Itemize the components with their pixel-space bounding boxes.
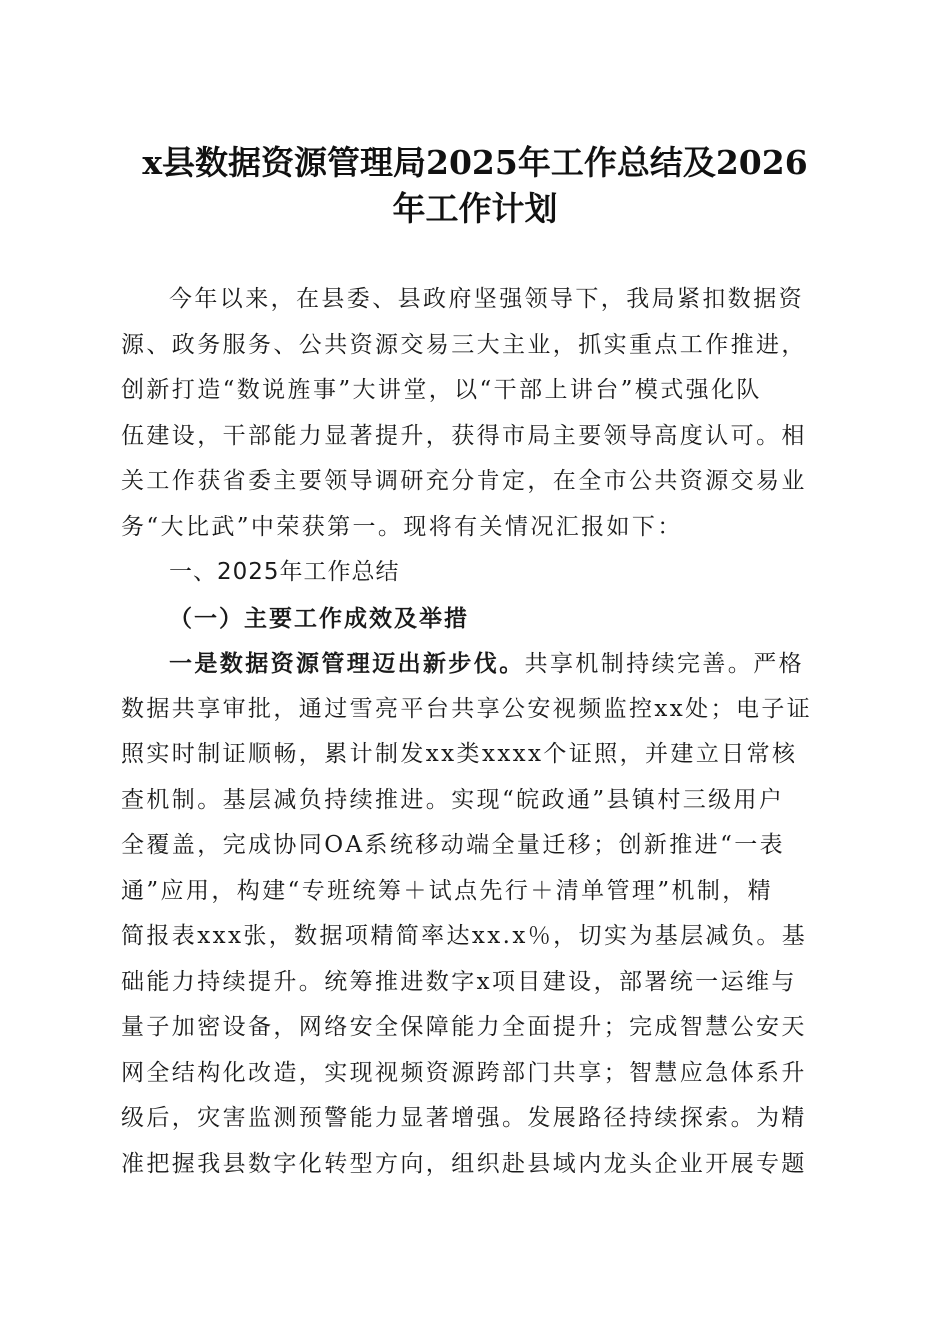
intro-line: 关工作获省委主要领导调研充分肯定，在全市公共资源交易业	[121, 468, 807, 494]
work-paragraph	[121, 641, 833, 1187]
intro-line: 伍建设，干部能力显著提升，获得市局主要领导高度认可。相	[121, 422, 807, 449]
intro-line: 源、政务服务、公共资源交易三大主业，抓实重点工作推进，	[121, 331, 807, 358]
paragraph-line: 数据共享审批，通过雪亮平台共享公安视频监控xx处；电子证	[121, 695, 813, 722]
intro-line: 创新打造“数说旌事”大讲堂，以“干部上讲台”模式强化队	[121, 377, 762, 403]
title-line-2: 年工作计划	[392, 189, 558, 228]
paragraph-line: 准把握我县数字化转型方向，组织赴县域内龙头企业开展专题	[121, 1150, 807, 1177]
paragraph-line: 简报表xxx张，数据项精简率达xx.x％，切实为基层减负。基	[121, 923, 808, 949]
paragraph-line: 全覆盖，完成协同OA系统移动端全量迁移；创新推进“一表	[121, 832, 786, 858]
subsection-heading: （一）主要工作成效及举措	[169, 604, 469, 632]
paragraph-line-text: 共享机制持续完善。严格	[524, 651, 805, 677]
intro-line: 务“大比武”中荣获第一。现将有关情况汇报如下：	[121, 513, 683, 540]
paragraph-line: 础能力持续提升。统筹推进数字x项目建设，部署统一运维与	[121, 968, 797, 995]
document-body	[121, 277, 833, 1187]
paragraph-line: 查机制。基层减负持续推进。实现“皖政通”县镇村三级用户	[121, 786, 785, 813]
paragraph-line: 量子加密设备，网络安全保障能力全面提升；完成智慧公安天	[121, 1014, 807, 1040]
paragraph-line: 照实时制证顺畅，累计制发xx类xxxx个证照，并建立日常核	[121, 741, 798, 767]
intro-paragraph	[121, 277, 833, 550]
paragraph-lead: 一是数据资源管理迈出新步伐。	[169, 650, 525, 677]
paragraph-line	[121, 641, 833, 687]
paragraph-line: 级后，灾害监测预警能力显著增强。发展路径持续探索。为精	[121, 1105, 807, 1131]
paragraph-line: 通”应用，构建“专班统筹＋试点先行＋清单管理”机制，精	[121, 877, 774, 904]
section-heading: 一、2025年工作总结	[169, 559, 400, 585]
document-title	[90, 140, 860, 232]
title-line-1: x县数据资源管理局2025年工作总结及2026	[142, 143, 808, 182]
intro-line: 今年以来，在县委、县政府坚强领导下，我局紧扣数据资	[169, 286, 804, 312]
paragraph-line: 网全结构化改造，实现视频资源跨部门共享；智慧应急体系升	[121, 1059, 807, 1086]
